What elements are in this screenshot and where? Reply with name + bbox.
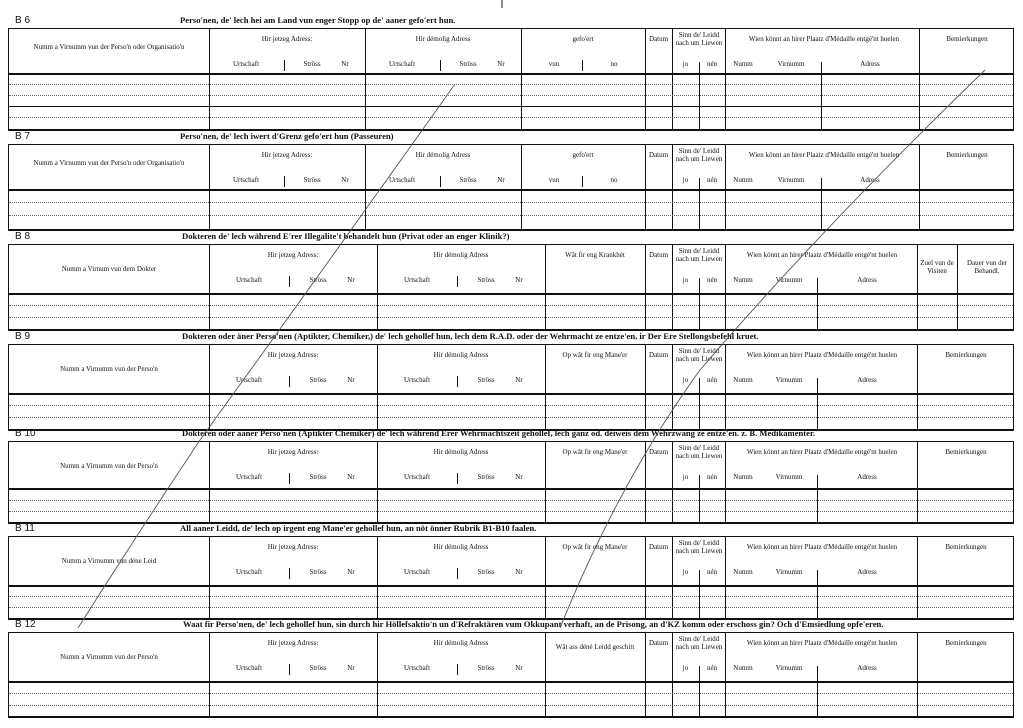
section-title: Dokteren oder aaner Perso'nen (Aptikter Chemiker) de' lech während Erer Wehrmachtszeit gehollef, lech ganz od. déiweis dem Wehrzwang ze entze'en. z. B. Medikamenter. <box>182 428 816 438</box>
manner-header: Op wât fir eng Mane'er <box>562 543 628 551</box>
medal-recipient-header: Wien könnt an hirer Plaatz d'Médaille entgé'nt huelen <box>746 351 898 359</box>
section-table: Numm a Virnumm vun der Perso'n Hir jetzeg Adress: Urtschaft Ströss Nr Hir démolig Adress Urtschaft Ströss Nr Op wât fir eng Mane'er Datum Sinn de' Leidd nach um Liewen jo nén Wien könnt an hirer Plaatz d'Médaille entgé'nt huelen Numm Virnumm Adress Bemierkungen <box>8 442 1014 524</box>
section-table: Numm a Virnumm vun déne Leid Hir jetzeg Adress: Urtschaft Ströss Nr Hir démolig Adress Urtschaft Ströss Nr Op wât fir eng Mane'er Datum Sinn de' Leidd nach um Liewen jo nén Wien könnt an hirer Plaatz d'Médaille entgé'nt huelen Numm Virnumm Adress Bemierkungen <box>8 537 1014 620</box>
section-title: Perso'nen, de' lech iwert d'Grenz gefo'ert hun (Passeuren) <box>180 131 394 141</box>
former-address-header: Hir démolig Adress <box>433 448 489 456</box>
section-code: B 12 <box>15 619 36 630</box>
section-header <box>8 618 1014 633</box>
date-header: Datum <box>648 448 669 456</box>
section-b12 <box>8 618 1014 718</box>
section-code: B 10 <box>15 428 36 439</box>
section-b7 <box>8 130 1014 231</box>
alive-header: Sinn de' Leidd nach um Liewen <box>675 635 723 651</box>
medal-recipient-header: Wien könnt an hirer Plaatz d'Médaille entgé'nt huelen <box>746 543 898 551</box>
manner-header: Op wât fir eng Mane'er <box>562 448 628 456</box>
section-table: Numm a Virnumm vun der Perso'n oder Organisatio'n Hir jetzeg Adress: Urtschaft Ströss Nr Hir démolig Adress Urtschaft Ströss Nr gefo'ert vun no Datum Sinn de' Leidd nach um Liewen jo nén Wien könnt an hirer Plaatz d'Médaille entgé'nt huelen Numm Virnumm Adress Bemierkungen <box>8 29 1014 131</box>
alive-header: Sinn de' Leidd nach um Liewen <box>675 247 723 263</box>
name-column-header: Numm a Virnumm vun der Perso'n <box>60 462 158 470</box>
section-b8 <box>8 230 1014 331</box>
former-address-header: Hir démolig Adress <box>433 639 489 647</box>
section-code: B 7 <box>15 131 31 142</box>
remarks-header: Bemierkungen <box>946 151 988 159</box>
former-address-header: Hir démolig Adress <box>433 251 489 259</box>
section-b6 <box>8 14 1014 131</box>
section-header <box>8 427 1014 442</box>
section-b10 <box>8 427 1014 524</box>
remarks-header: Bemierkungen <box>945 448 987 456</box>
section-header <box>8 330 1014 345</box>
section-code: B 9 <box>15 331 31 342</box>
name-column-header: Numm a Virnumm vun der Perso'n oder Organisatio'n <box>33 43 185 51</box>
section-title: Dokteren de' lech während E'rer Illegalite't behandelt hun (Privat oder an enger Klinik?) <box>182 231 510 241</box>
remarks-header: Bemierkungen <box>945 639 987 647</box>
section-code: B 8 <box>15 231 31 242</box>
medal-recipient-header: Wien könnt an hirer Plaatz d'Médaille entgé'nt huelen <box>746 448 898 456</box>
alive-header: Sinn de' Leidd nach um Liewen <box>675 444 723 460</box>
name-column-header: Numm a Virnumm vun der Perso'n <box>60 653 158 661</box>
fate-header: Wât ass déné Leidd geschitt <box>555 643 635 651</box>
current-address-header: Hir jetzeg Adress: <box>261 151 313 159</box>
section-title: Perso'nen, de' lech hei am Land vun enger Stopp op de' aaner gefo'ert hun. <box>180 15 456 25</box>
name-column-header: Numm a Virnumm vun der Perso'n <box>60 365 158 373</box>
alive-header: Sinn de' Leidd nach um Liewen <box>675 539 723 555</box>
section-table: Numm a Virnum vun dem Dokter Hir jetzeg Adress: Urtschaft Ströss Nr Hir démolig Adress Urtschaft Ströss Nr Wât fir eng Krankhét Datum Sinn de' Leidd nach um Liewen jo nén Wien könnt an hirer Plaatz d'Médaille entgé'nt huelen Numm Virnumm Adress Zuel vun de Visiten Dauer vun der Behandl. <box>8 245 1014 331</box>
remarks-header: Bemierkungen <box>945 543 987 551</box>
transported-header: gefo'ert <box>572 151 594 159</box>
section-code: B 6 <box>15 15 31 26</box>
current-address-header: Hir jetzeg Adress: <box>261 35 313 43</box>
date-header: Datum <box>648 639 669 647</box>
alive-header: Sinn de' Leidd nach um Liewen <box>675 347 723 363</box>
date-header: Datum <box>648 543 669 551</box>
section-header <box>8 130 1014 145</box>
medal-recipient-header: Wien könnt an hirer Plaatz d'Médaille entgé'nt huelen <box>746 639 898 647</box>
name-column-header: Numm a Virnumm vun déne Leid <box>61 557 157 565</box>
duration-header: Dauer vun der Behandl. <box>966 259 1008 275</box>
former-address-header: Hir démolig Adress <box>433 351 489 359</box>
section-code: B 11 <box>15 523 35 534</box>
section-b11 <box>8 522 1014 620</box>
section-header <box>8 14 1014 29</box>
section-header <box>8 522 1014 537</box>
name-column-header: Numm a Virnumm vun der Perso'n oder Organisatio'n <box>33 159 185 167</box>
section-title: Waat fir Perso'nen, de' lech gehollef hun, sin durch hir Höllefsaktio'n un d'Refraktären vum Okkupant verhaft, an de Prisong, an d'KZ komm oder erschoss gin? Och d'Emsiedlung opfe'eren. <box>183 619 884 629</box>
section-title: Dokteren oder äner Perso'nen (Aptikter, Chemiker,) de' lech gehollef hun, lech dem R.A.D. oder der Wehrmacht ze entze'en, ir Der Ere Stellongsbefehl kruet. <box>182 331 759 341</box>
date-header: Datum <box>648 251 669 259</box>
section-table: Numm a Virnumm vun der Perso'n Hir jetzeg Adress: Urtschaft Ströss Nr Hir démolig Adress Urtschaft Ströss Nr Wât ass déné Leidd geschitt Datum Sinn de' Leidd nach um Liewen jo nén Wien könnt an hirer Plaatz d'Médaille entgé'nt huelen Numm Virnumm Adress Bemierkungen <box>8 633 1014 718</box>
current-address-header: Hir jetzeg Adress: <box>267 543 319 551</box>
current-address-header: Hir jetzeg Adress: <box>267 639 319 647</box>
medal-recipient-header: Wien könnt an hirer Plaatz d'Médaille entgé'nt huelen <box>746 251 898 259</box>
section-header <box>8 230 1014 245</box>
section-table: Numm a Virnumm vun der Perso'n Hir jetzeg Adress: Urtschaft Ströss Nr Hir démolig Adress Urtschaft Ströss Nr Op wât fir eng Mane'er Datum Sinn de' Leidd nach um Liewen jo nén Wien könnt an hirer Plaatz d'Médaille entgé'nt huelen Numm Virnumm Adress Bemierkungen <box>8 345 1014 431</box>
transported-header: gefo'ert <box>572 35 594 43</box>
alive-header: Sinn de' Leidd nach um Liewen <box>675 31 723 47</box>
manner-header: Op wât fir eng Mane'er <box>562 351 628 359</box>
section-b9 <box>8 330 1014 431</box>
medal-recipient-header: Wien könnt an hirer Plaatz d'Médaille entgé'nt huelen <box>748 151 900 159</box>
illness-header: Wât fir eng Krankhét <box>565 251 625 259</box>
section-title: All aaner Leidd, de' lech op irgent eng Mane'er gehollef hun, an nöt önner Rubrik B1-B10 faalen. <box>180 523 537 533</box>
current-address-header: Hir jetzeg Adress: <box>267 251 319 259</box>
medal-recipient-header: Wien könnt an hirer Plaatz d'Médaille entgé'nt huelen <box>748 35 900 43</box>
remarks-header: Bemierkungen <box>945 351 987 359</box>
remarks-header: Bemierkungen <box>946 35 988 43</box>
date-header: Datum <box>648 35 669 43</box>
date-header: Datum <box>648 351 669 359</box>
former-address-header: Hir démolig Adress <box>415 151 471 159</box>
date-header: Datum <box>648 151 669 159</box>
visits-header: Zuel vun de Visiten <box>920 259 954 275</box>
alive-header: Sinn de' Leidd nach um Liewen <box>675 147 723 163</box>
name-column-header: Numm a Virnum vun dem Dokter <box>61 265 157 273</box>
current-address-header: Hir jetzeg Adress: <box>267 351 319 359</box>
current-address-header: Hir jetzeg Adress: <box>267 448 319 456</box>
former-address-header: Hir démolig Adress <box>415 35 471 43</box>
section-table: Numm a Virnumm vun der Perso'n oder Organisatio'n Hir jetzeg Adress: Urtschaft Ströss Nr Hir démolig Adress Urtschaft Ströss Nr gefo'ert vun no Datum Sinn de' Leidd nach um Liewen jo nén Wien könnt an hirer Plaatz d'Médaille entgé'nt huelen Numm Virnumm Adress Bemierkungen <box>8 145 1014 231</box>
former-address-header: Hir démolig Adress <box>433 543 489 551</box>
